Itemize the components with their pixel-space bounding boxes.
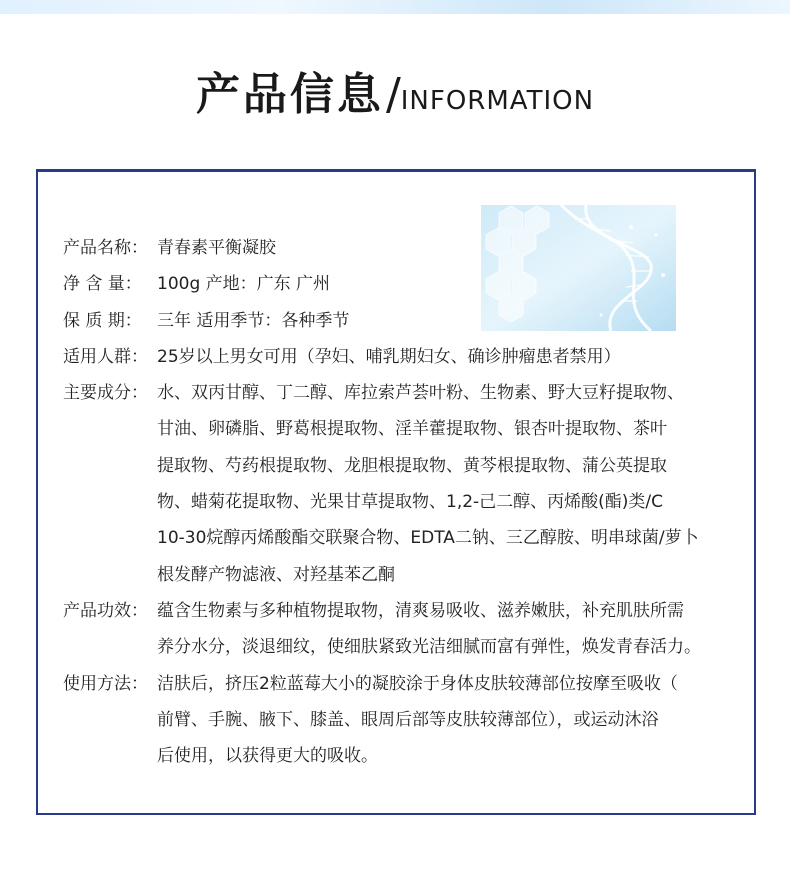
label-target-users: 适用人群：: [63, 346, 148, 367]
value-line: 洁肤后，挤压2粒蓝莓大小的凝胶涂于身体皮肤较薄部位按摩至吸收（: [157, 673, 678, 694]
row-shelf-life: [63, 303, 743, 339]
heading-slash: /: [385, 69, 401, 120]
row-target-users: [63, 339, 743, 375]
value-line: 养分水分，淡退细纹，使细肤紧致光洁细腻而富有弹性，焕发青春活力。: [157, 637, 701, 658]
label-usage: 使用方法：: [63, 673, 148, 694]
value-line: 提取物、芍药根提取物、龙胆根提取物、黄芩根提取物、蒲公英提取: [157, 455, 667, 476]
value-target-users: [157, 339, 743, 375]
row-usage: [63, 666, 743, 775]
value-line: 根发酵产物滤液、对羟基苯乙酮: [157, 564, 395, 585]
value-line: 25岁以上男女可用（孕妇、哺乳期妇女、确诊肿瘤患者禁用）: [157, 346, 621, 367]
top-decorative-band: [0, 0, 790, 14]
label-ingredients: 主要成分：: [63, 383, 148, 404]
value-shelf-life: [157, 303, 743, 339]
value-line: 水、双丙甘醇、丁二醇、库拉索芦荟叶粉、生物素、野大豆籽提取物、: [157, 383, 684, 404]
value-line: 甘油、卵磷脂、野葛根提取物、淫羊藿提取物、银杏叶提取物、茶叶: [157, 419, 667, 440]
value-line: 蕴含生物素与多种植物提取物，清爽易吸收、滋养嫩肤，补充肌肤所需: [157, 600, 684, 621]
row-net-content: [63, 266, 743, 302]
label-product-name: 产品名称：: [63, 238, 148, 258]
section-heading: [0, 58, 790, 122]
row-product-name: [63, 230, 743, 266]
value-net-content: [157, 266, 743, 302]
label-efficacy: 产品功效：: [63, 600, 148, 621]
heading-title-zh: 产品信息: [195, 69, 384, 120]
row-efficacy: [63, 593, 743, 666]
value-usage: [157, 666, 743, 775]
product-info-panel: [36, 169, 756, 815]
label-shelf-life: 保 质 期：: [63, 310, 142, 331]
row-ingredients: [63, 375, 743, 593]
value-line: 100g 产地：广东 广州: [157, 274, 331, 295]
heading-title-en: INFORMATION: [400, 86, 595, 116]
value-product-name: [157, 230, 743, 266]
value-line: 10-30烷醇丙烯酸酯交联聚合物、EDTA二钠、三乙醇胺、明串球菌/萝卜: [157, 528, 699, 549]
value-line: 前臂、手腕、腋下、膝盖、眼周后部等皮肤较薄部位），或运动沐浴: [157, 709, 659, 730]
value-line: 三年 适用季节：各种季节: [157, 310, 350, 331]
value-line: 物、蜡菊花提取物、光果甘草提取物、1,2-己二醇、丙烯酸(酯)类/C: [157, 492, 664, 513]
value-line: 后使用，以获得更大的吸收。: [157, 746, 378, 767]
value-efficacy: [157, 593, 743, 666]
label-net-content: 净 含 量：: [63, 274, 142, 295]
info-rows: [63, 230, 743, 774]
value-ingredients: [157, 375, 743, 593]
value-line: 青春素平衡凝胶: [157, 238, 276, 258]
